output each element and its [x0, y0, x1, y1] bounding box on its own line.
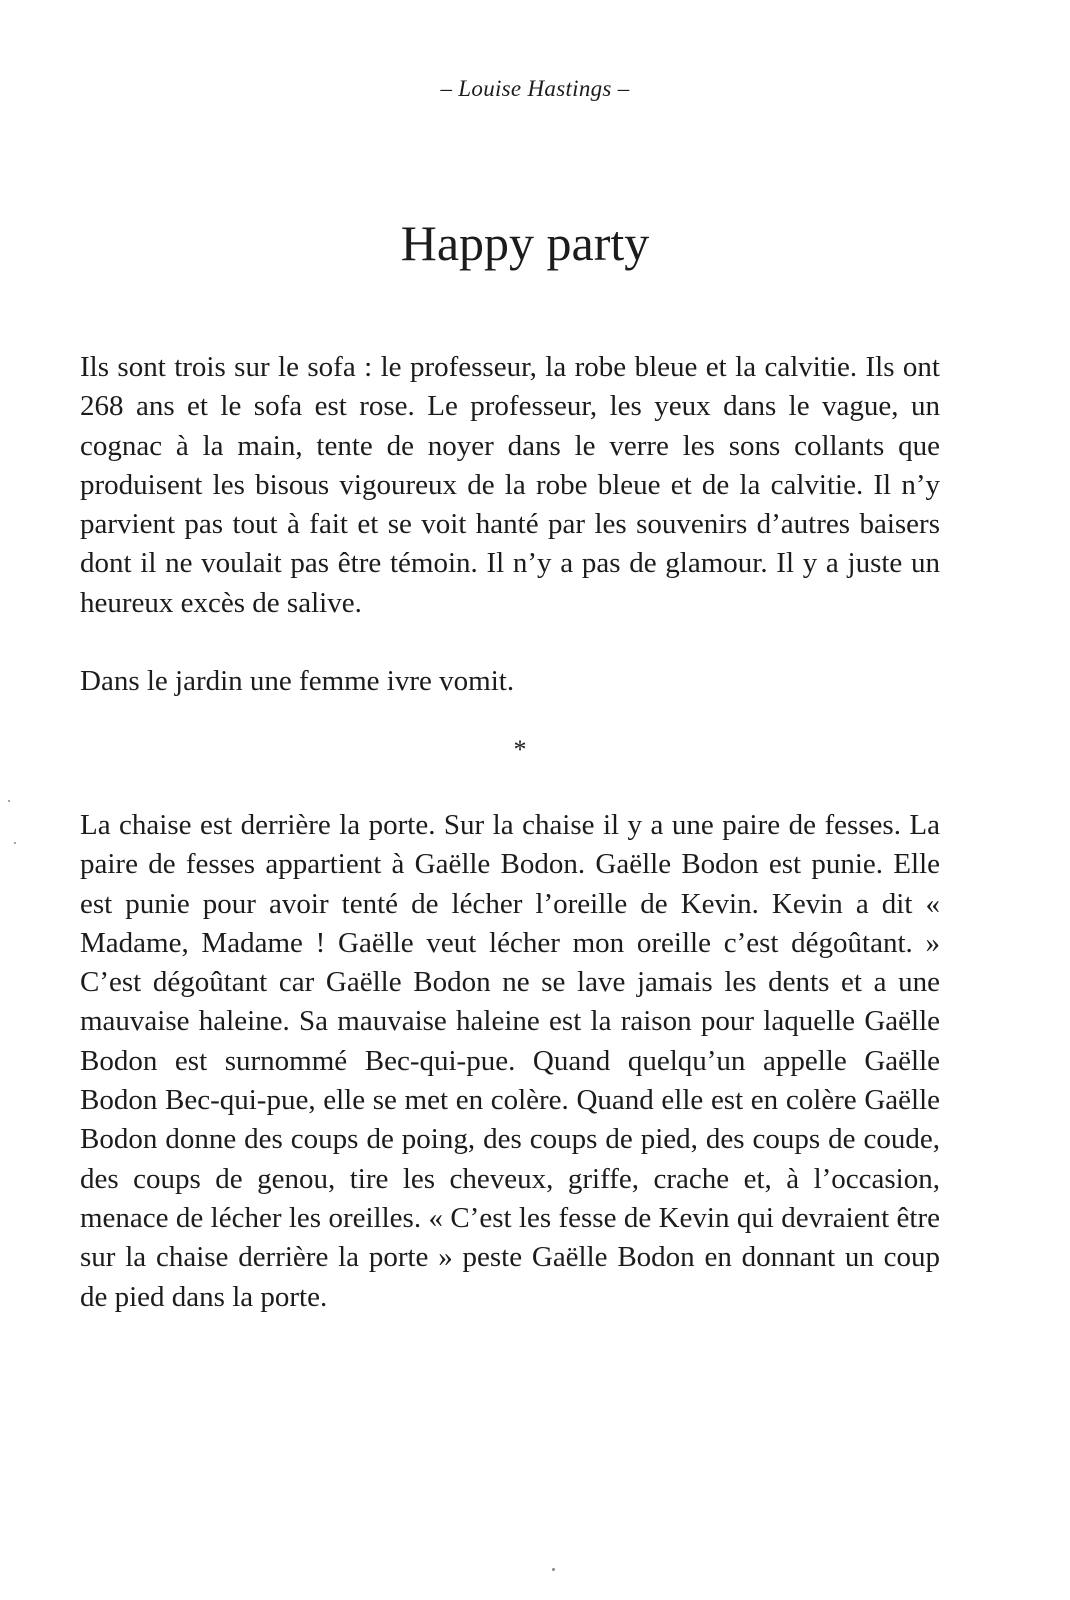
paragraph-2: Dans le jardin une femme ivre vomit. — [80, 665, 515, 697]
scan-speck — [14, 842, 16, 844]
scan-speck — [8, 800, 10, 802]
paragraph-1: Ils sont trois sur le sofa : le professeur, la robe bleue et la calvitie. Ils ont 268 ans et le sofa est rose. Le professeur, les yeux dans le vague, un cognac à la main, tente de noyer dans le verre les sons collants que produisent les bisous vigoureux de la robe bleue et de la calvitie. Il n’y parvient pas tout à fait et se voit hanté par les souvenirs d’autres baisers dont il ne voulait pas être témoin. Il n’y a pas de glamour. Il y a juste un heureux excès de salive. — [80, 351, 940, 619]
section-separator: * — [513, 735, 527, 764]
paragraph-3: La chaise est derrière la porte. Sur la chaise il y a une paire de fesses. La paire de fesses appartient à Gaëlle Bodon. Gaëlle Bodon est punie. Elle est punie pour avoir tenté de lécher l’oreille de Kevin. Kevin a dit « Madame, Madame ! Gaëlle veut lécher mon oreille c’est dégoûtant. » C’est dégoûtant car Gaëlle Bodon ne se lave jamais les dents et a une mauvaise haleine. Sa mauvaise haleine est la raison pour laquelle Gaëlle Bodon est surnommé Bec-qui-pue. Quand quelqu’un appelle Gaëlle Bodon Bec-qui-pue, elle se met en colère. Quand elle est en colère Gaëlle Bodon donne des coups de poing, des coups de pied, des coups de coude, des coups de genou, tire les cheveux, griffe, crache et, à l’occasion, menace de lécher les oreilles. « C’est les fesse de Kevin qui devraient être sur la chaise derrière la porte » peste Gaëlle Bodon en donnant un coup de pied dans la porte. — [80, 809, 940, 1313]
scan-speck — [552, 1568, 555, 1571]
chapter-title: Happy party — [400, 215, 650, 271]
running-header: – Louise Hastings – — [440, 76, 630, 101]
